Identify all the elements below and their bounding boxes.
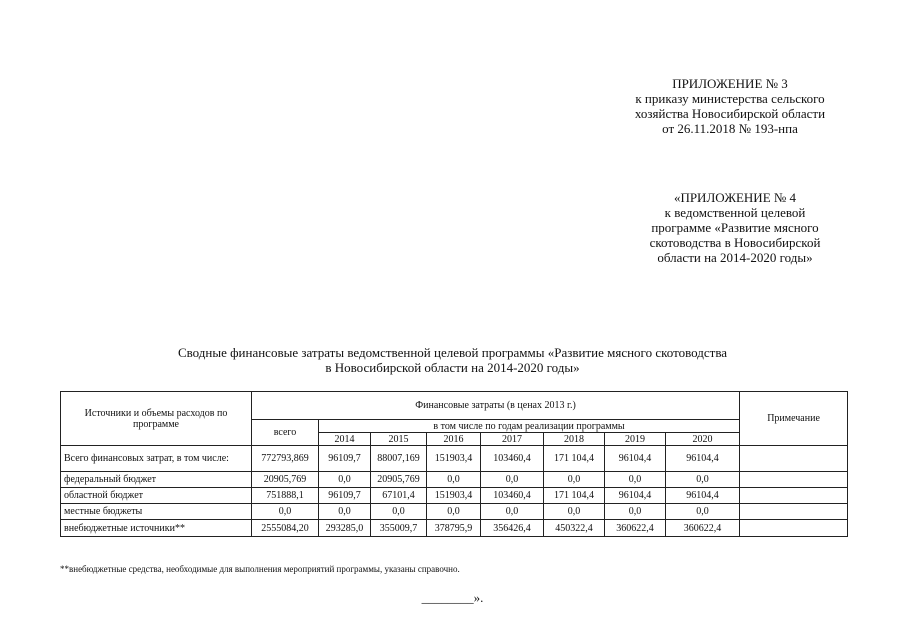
row-value: 0,0 [427, 504, 481, 520]
appendix-3-line: от 26.11.2018 № 193-нпа [662, 121, 798, 136]
document-title-line-2: в Новосибирской области на 2014-2020 годы» [325, 360, 580, 375]
row-total: 0,0 [252, 504, 319, 520]
row-value: 96104,4 [605, 446, 666, 472]
document-title [40, 345, 865, 375]
row-label: областной бюджет [61, 488, 252, 504]
table-header-row [61, 392, 848, 420]
row-value: 96109,7 [319, 488, 371, 504]
appendix-3-line: хозяйства Новосибирской области [634, 106, 826, 121]
appendix-4-line: скотоводства в Новосибирской [649, 235, 821, 250]
header-year: 2020 [666, 433, 740, 446]
document-title-line-1: Сводные финансовые затраты ведомственной целевой программы «Развитие мясного скотоводства [177, 345, 728, 360]
row-total: 772793,869 [252, 446, 319, 472]
row-value: 96109,7 [319, 446, 371, 472]
row-value: 0,0 [481, 472, 544, 488]
row-total: 2555084,20 [252, 520, 319, 537]
header-financial-costs: Финансовые затраты (в ценах 2013 г.) [252, 392, 740, 420]
row-value: 0,0 [605, 472, 666, 488]
row-value: 0,0 [481, 504, 544, 520]
header-year: 2015 [371, 433, 427, 446]
row-value: 450322,4 [544, 520, 605, 537]
header-sources: Источники и объемы расходов по программе [61, 392, 252, 446]
header-year: 2019 [605, 433, 666, 446]
row-note [740, 520, 848, 537]
row-value: 88007,169 [371, 446, 427, 472]
row-value: 356426,4 [481, 520, 544, 537]
header-by-years: в том числе по годам реализации программы [319, 420, 740, 433]
row-label: внебюджетные источники** [61, 520, 252, 537]
appendix-3-header [600, 76, 860, 136]
row-value: 0,0 [666, 504, 740, 520]
header-note: Примечание [740, 392, 848, 446]
row-value: 96104,4 [666, 488, 740, 504]
header-year: 2016 [427, 433, 481, 446]
row-value: 360622,4 [605, 520, 666, 537]
row-total: 751888,1 [252, 488, 319, 504]
row-total: 20905,769 [252, 472, 319, 488]
row-note [740, 446, 848, 472]
header-year: 2018 [544, 433, 605, 446]
row-value: 171 104,4 [544, 488, 605, 504]
header-total: всего [252, 420, 319, 446]
table-row [61, 472, 848, 488]
row-value: 0,0 [666, 472, 740, 488]
row-value: 378795,9 [427, 520, 481, 537]
footnote: **внебюджетные средства, необходимые для выполнения мероприятий программы, указаны справочно. [60, 564, 460, 574]
row-label: федеральный бюджет [61, 472, 252, 488]
row-value: 0,0 [371, 504, 427, 520]
appendix-4-line: области на 2014-2020 годы» [657, 250, 813, 265]
table-row [61, 520, 848, 537]
header-year: 2014 [319, 433, 371, 446]
row-value: 20905,769 [371, 472, 427, 488]
table-row [61, 446, 848, 472]
appendix-4-line: «ПРИЛОЖЕНИЕ № 4 [673, 190, 797, 205]
closing-mark: ________». [421, 590, 484, 605]
row-value: 0,0 [544, 472, 605, 488]
row-value: 360622,4 [666, 520, 740, 537]
appendix-3-line: к приказу министерства сельского [635, 91, 825, 106]
row-label: Всего финансовых затрат, в том числе: [61, 446, 252, 472]
row-value: 0,0 [319, 504, 371, 520]
appendix-4-line: к ведомственной целевой [664, 205, 806, 220]
row-value: 293285,0 [319, 520, 371, 537]
row-value: 103460,4 [481, 488, 544, 504]
row-value: 0,0 [427, 472, 481, 488]
row-note [740, 472, 848, 488]
appendix-4-line: программе «Развитие мясного [651, 220, 819, 235]
row-value: 96104,4 [605, 488, 666, 504]
row-value: 96104,4 [666, 446, 740, 472]
appendix-3-line: ПРИЛОЖЕНИЕ № 3 [672, 76, 788, 91]
row-value: 103460,4 [481, 446, 544, 472]
table-row [61, 504, 848, 520]
appendix-4-header [600, 190, 870, 265]
header-year: 2017 [481, 433, 544, 446]
row-value: 67101,4 [371, 488, 427, 504]
row-value: 151903,4 [427, 488, 481, 504]
row-value: 355009,7 [371, 520, 427, 537]
row-value: 0,0 [605, 504, 666, 520]
row-value: 171 104,4 [544, 446, 605, 472]
row-value: 0,0 [544, 504, 605, 520]
row-note [740, 504, 848, 520]
financial-costs-table [60, 391, 848, 537]
row-label: местные бюджеты [61, 504, 252, 520]
row-value: 151903,4 [427, 446, 481, 472]
table-row [61, 488, 848, 504]
row-note [740, 488, 848, 504]
row-value: 0,0 [319, 472, 371, 488]
